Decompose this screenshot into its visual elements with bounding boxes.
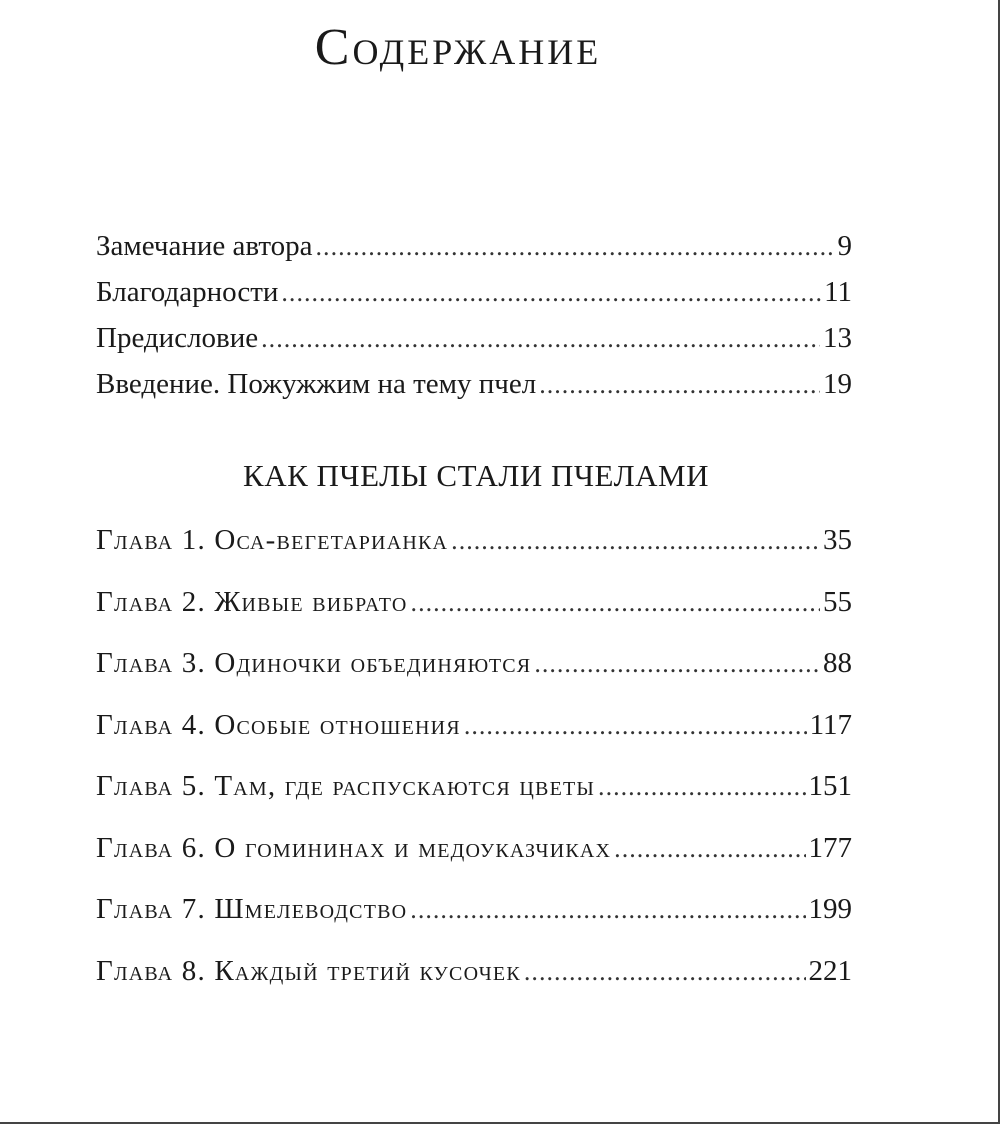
toc-entry-label: Введение. Пожужжим на тему пчел xyxy=(96,368,537,400)
dot-leader xyxy=(261,324,820,354)
chapter-label: Глава 4. Особые отношения xyxy=(96,708,461,741)
chapter-entry[interactable] xyxy=(96,832,852,894)
chapter-entry[interactable] xyxy=(96,893,852,955)
dot-leader xyxy=(411,588,820,618)
dot-leader xyxy=(534,649,820,679)
chapter-label: Глава 7. Шмелеводство xyxy=(96,893,408,925)
dot-leader xyxy=(281,278,821,308)
chapter-label: Глава 6. О гомининах и медоуказчиках xyxy=(96,831,612,864)
chapter-page: 151 xyxy=(808,770,852,802)
chapter-page: 221 xyxy=(808,954,852,987)
toc-entry[interactable] xyxy=(96,230,852,276)
chapter-entry[interactable] xyxy=(96,709,852,771)
front-matter-list xyxy=(96,230,852,414)
toc-entry-page: 13 xyxy=(823,322,852,354)
toc-entry-label: Замечание автора xyxy=(96,230,313,262)
chapter-label: Глава 5. Там, где распускаются цветы xyxy=(96,770,596,802)
dot-leader xyxy=(539,370,820,400)
chapter-page: 55 xyxy=(823,585,852,618)
chapter-page: 117 xyxy=(809,708,852,741)
chapter-entry[interactable] xyxy=(96,524,852,586)
chapter-label: Глава 2. Живые вибрато xyxy=(96,585,408,618)
dot-leader xyxy=(464,711,807,741)
chapter-label: Глава 1. Оса-вегетарианка xyxy=(96,524,449,556)
toc-entry-page: 19 xyxy=(823,368,852,400)
toc-entry-label: Благодарности xyxy=(96,276,279,308)
chapter-page: 177 xyxy=(808,831,852,864)
dot-leader xyxy=(524,957,806,987)
toc-entry[interactable] xyxy=(96,322,852,368)
toc-entry[interactable] xyxy=(96,368,852,414)
page-title: Содержание xyxy=(314,19,602,76)
toc-entry-page: 9 xyxy=(837,230,852,262)
chapter-entry[interactable] xyxy=(96,770,852,832)
chapter-page: 199 xyxy=(808,893,852,925)
toc-entry-page: 11 xyxy=(824,276,852,308)
dot-leader xyxy=(451,526,820,556)
dot-leader xyxy=(316,232,835,262)
chapter-entry[interactable] xyxy=(96,955,852,1017)
chapter-label: Глава 3. Одиночки объединяются xyxy=(96,647,532,679)
part-title: КАК ПЧЕЛЫ СТАЛИ ПЧЕЛАМИ xyxy=(243,458,709,493)
chapter-page: 35 xyxy=(823,524,852,556)
chapter-page: 88 xyxy=(823,647,852,679)
chapter-label: Глава 8. Каждый третий кусочек xyxy=(96,954,521,987)
dot-leader xyxy=(598,772,805,802)
chapter-entry[interactable] xyxy=(96,586,852,648)
dot-leader xyxy=(614,834,805,864)
toc-entry-label: Предисловие xyxy=(96,322,259,354)
chapter-list xyxy=(96,524,852,1016)
toc-entry[interactable] xyxy=(96,276,852,322)
chapter-entry[interactable] xyxy=(96,647,852,709)
dot-leader xyxy=(410,895,805,925)
